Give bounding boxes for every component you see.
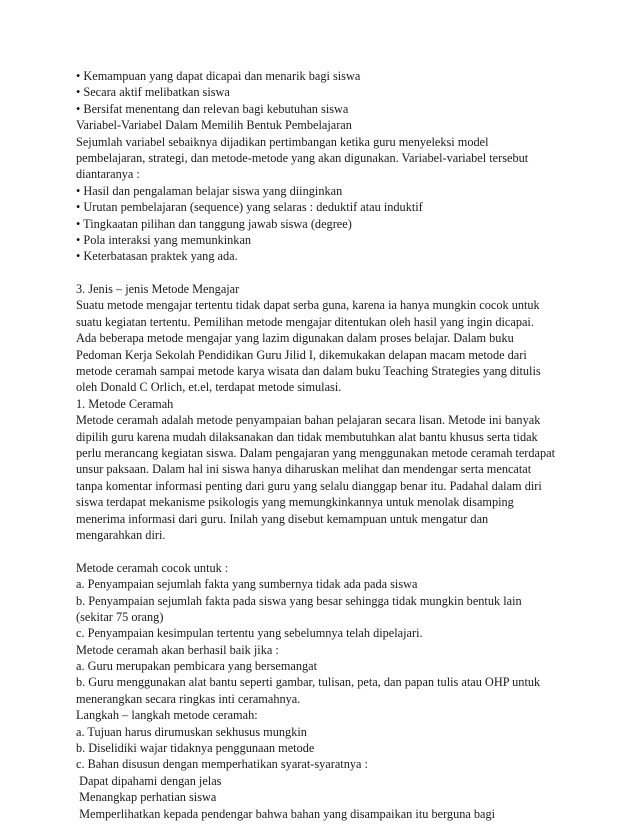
text-line: • Kemampuan yang dapat dicapai dan menarik bagi siswa bbox=[76, 69, 361, 83]
text-line: unsur paksaan. Dalam hal ini siswa hanya diharuskan melihat dan mendengar serta mencatat bbox=[76, 462, 532, 477]
text-line: tanpa komentar informasi penting dari guru yang selalu dianggap benar itu. Padahal dalam diri bbox=[76, 478, 542, 493]
text-line: • Urutan pembelajaran (sequence) yang selaras : deduktif atau induktif bbox=[76, 200, 423, 215]
text-line: Memperlihatkan kepada pendengar bahwa bahan yang disampaikan itu berguna bagi bbox=[76, 806, 496, 821]
text-line: mengarahkan diri. bbox=[76, 527, 166, 542]
section-heading: Variabel-Variabel Dalam Memilih Bentuk Pembelajaran bbox=[76, 118, 352, 133]
section-heading: 3. Jenis – jenis Metode Mengajar bbox=[76, 282, 240, 297]
text-line: a. Tujuan harus dirumuskan sekhusus mungkin bbox=[76, 724, 307, 739]
text-line: Suatu metode mengajar tertentu tidak dapat serba guna, karena ia hanya mungkin cocok untuk bbox=[76, 298, 540, 313]
text-line: b. Diselidiki wajar tidaknya penggunaan metode bbox=[76, 741, 315, 756]
text-line: metode ceramah sampai metode karya wisata dan dalam buku Teaching Strategies yang ditulis bbox=[76, 364, 541, 379]
text-line: • Tingkaatan pilihan dan tanggung jawab siswa (degree) bbox=[76, 216, 352, 231]
text-line: Metode ceramah adalah metode penyampaian bahan pelajaran secara lisan. Metode ini banyak bbox=[76, 413, 541, 428]
block-2 bbox=[76, 281, 576, 543]
text-line: Dapat dipahami dengan jelas bbox=[76, 773, 222, 788]
paragraph-gap bbox=[76, 543, 576, 559]
text-line: • Hasil dan pengalaman belajar siswa yang diinginkan bbox=[76, 183, 343, 198]
text-line: dipilih guru karena mudah dilaksanakan dan tidak membutuhkan alat bantu khusus serta tidak bbox=[76, 429, 538, 444]
text-line: • Pola interaksi yang memunkinkan bbox=[76, 232, 252, 247]
section-heading: 1. Metode Ceramah bbox=[76, 396, 174, 411]
text-line: Menangkap perhatian siswa bbox=[76, 790, 217, 805]
text-line: pembelajaran, strategi, dan metode-metode yang akan digunakan. Variabel-variabel tersebut bbox=[76, 150, 529, 165]
text-line: b. Guru menggunakan alat bantu seperti gambar, tulisan, peta, dan papan tulis atau OHP untuk bbox=[76, 675, 541, 690]
text-line: Ada beberapa metode mengajar yang lazim digunakan dalam proses belajar. Dalam buku bbox=[76, 331, 514, 346]
text-line: a. Guru merupakan pembicara yang bersemangat bbox=[76, 659, 318, 674]
text-line: a. Penyampaian sejumlah fakta yang sumbernya tidak ada pada siswa bbox=[76, 577, 418, 592]
text-line: menerangkan secara ringkas inti ceramahnya. bbox=[76, 691, 301, 706]
document-body bbox=[76, 68, 576, 822]
text-line: c. Penyampaian kesimpulan tertentu yang sebelumnya telah dipelajari. bbox=[76, 626, 423, 641]
text-line: diantaranya : bbox=[76, 167, 140, 182]
text-line: Langkah – langkah metode ceramah: bbox=[76, 708, 258, 723]
text-line: • Secara aktif melibatkan siswa bbox=[76, 85, 230, 100]
text-line: Metode ceramah cocok untuk : bbox=[76, 560, 229, 575]
text-line: oleh Donald C Orlich, et.el, terdapat metode simulasi. bbox=[76, 380, 342, 395]
block-3 bbox=[76, 560, 576, 822]
text-line: suatu kegiatan tertentu. Pemilihan metode mengajar ditentukan oleh hasil yang ingin dicapai. bbox=[76, 314, 534, 329]
block-1 bbox=[76, 68, 576, 265]
text-line: b. Penyampaian sejumlah fakta pada siswa yang besar sehingga tidak mungkin bentuk lain bbox=[76, 593, 522, 608]
text-line: perlu merancang kegiatan siswa. Dalam pengajaran yang menggunakan metode ceramah terdapat bbox=[76, 445, 556, 460]
text-line: Pedoman Kerja Sekolah Pendidikan Guru Jilid I, dikemukakan delapan macam metode dari bbox=[76, 347, 527, 362]
text-line: (sekitar 75 orang) bbox=[76, 609, 164, 624]
text-line: Metode ceramah akan berhasil baik jika : bbox=[76, 642, 279, 657]
paragraph-gap bbox=[76, 265, 576, 281]
text-line: c. Bahan disusun dengan memperhatikan syarat-syaratnya : bbox=[76, 757, 368, 772]
text-line: siswa terdapat mekanisme psikologis yang memungkinkannya untuk menolak disamping bbox=[76, 495, 514, 510]
text-line: menerima informasi dari guru. Inilah yang disebut kemampuan untuk mengatur dan bbox=[76, 511, 489, 526]
text-line: • Bersifat menentang dan relevan bagi kebutuhan siswa bbox=[76, 101, 349, 116]
text-line: • Keterbatasan praktek yang ada. bbox=[76, 249, 238, 264]
text-line: Sejumlah variabel sebaiknya dijadikan pertimbangan ketika guru menyeleksi model bbox=[76, 134, 489, 149]
